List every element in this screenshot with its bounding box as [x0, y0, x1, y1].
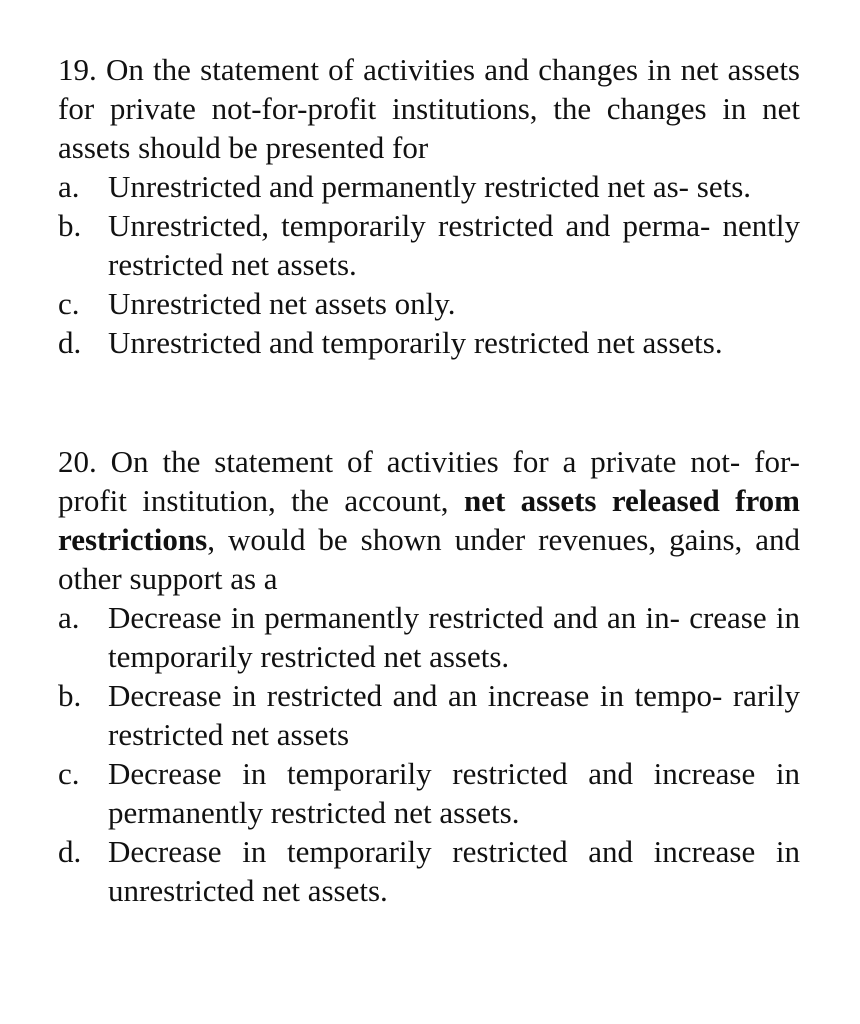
question-20-stem	[58, 442, 800, 598]
option-letter: c.	[58, 286, 80, 321]
option-text: Unrestricted and temporarily restricted net assets.	[108, 325, 723, 360]
option-b	[58, 206, 800, 284]
option-letter: b.	[58, 678, 82, 713]
option-a	[58, 598, 800, 676]
option-letter: c.	[58, 756, 80, 791]
question-text-before: On the statement of activities for a private not- for-profit institution, the account,	[58, 444, 800, 518]
question-20-options	[58, 598, 800, 910]
option-text: Unrestricted and permanently restricted net as- sets.	[108, 169, 752, 204]
option-letter: a.	[58, 169, 80, 204]
question-19-options	[58, 167, 800, 362]
question-text-bold: net assets released from restrictions	[58, 483, 800, 557]
option-letter: b.	[58, 208, 82, 243]
option-text: Decrease in temporarily restricted and increase in permanently restricted net assets.	[108, 756, 800, 830]
question-text-after: , would be shown under revenues, gains, and other support as a	[58, 522, 800, 596]
question-number: 19.	[58, 52, 97, 87]
option-letter: d.	[58, 834, 82, 869]
question-number: 20.	[58, 444, 97, 479]
option-c	[58, 754, 800, 832]
question-19	[58, 50, 800, 362]
option-text: Unrestricted net assets only.	[108, 286, 456, 321]
option-text: Unrestricted, temporarily restricted and perma- nently restricted net assets.	[108, 208, 800, 282]
option-c	[58, 284, 800, 323]
option-d	[58, 832, 800, 910]
option-letter: a.	[58, 600, 80, 635]
question-text: On the statement of activities and changes in net assets for private not-for-profit institutions, the changes in net assets should be presented for	[58, 52, 801, 165]
option-b	[58, 676, 800, 754]
option-letter: d.	[58, 325, 82, 360]
question-19-stem	[58, 50, 800, 167]
question-20	[58, 442, 800, 910]
document-page	[58, 50, 800, 910]
option-text: Decrease in permanently restricted and an in- crease in temporarily restricted net assets.	[108, 600, 800, 674]
option-text: Decrease in restricted and an increase in tempo- rarily restricted net assets	[108, 678, 800, 752]
option-a	[58, 167, 800, 206]
option-d	[58, 323, 800, 362]
option-text: Decrease in temporarily restricted and increase in unrestricted net assets.	[108, 834, 800, 908]
